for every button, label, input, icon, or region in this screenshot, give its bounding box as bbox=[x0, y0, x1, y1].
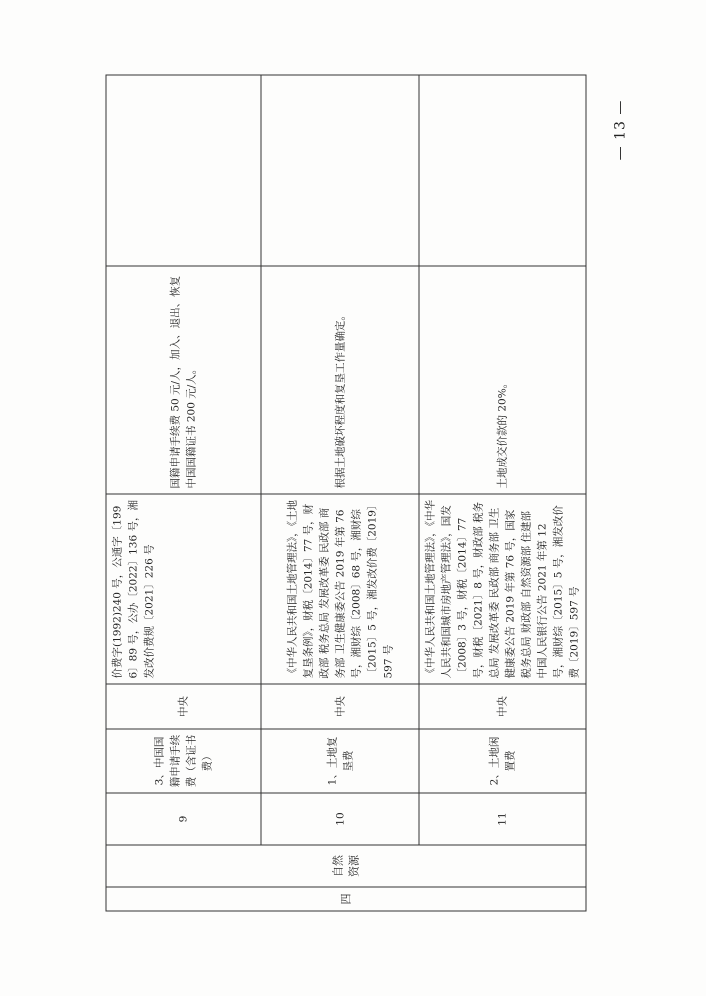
fee-table bbox=[105, 74, 586, 911]
category-name-cell: 自然资源 bbox=[106, 845, 586, 887]
basis-cell: 《中华人民共和国土地管理法》，《中华人民共和国城市房地产管理法》，国发〔2008〕3 号，财税〔2014〕77 号，财税〔2021〕8 号，财政部 税务总局 发展改革委 民政部 商务部 卫生健康委公告 2019 年第 76 号，国家税务总局 财政部 自然资源部 住建部 中国人民银行公告 2021 年第 12 号，湘财综〔2015〕5 号，湘发改价费〔2019〕597 号 bbox=[419, 494, 586, 684]
remark-cell bbox=[261, 75, 419, 266]
seq-cell: 10 bbox=[261, 793, 419, 845]
seq-cell: 9 bbox=[106, 793, 261, 845]
seq-cell: 11 bbox=[419, 793, 586, 845]
fee-table-wrapper bbox=[105, 75, 578, 911]
basis-cell: 《中华人民共和国土地管理法》，《土地复垦条例》，财税〔2014〕77 号，财政部 税务总局 发展改革委 民政部 商务部 卫生健康委公告 2019 年第 76 号，湘财综〔2008〕68 号，湘财综〔2015〕5 号，湘发改价费〔2019〕597 号 bbox=[261, 494, 419, 684]
table-row bbox=[106, 75, 261, 911]
item-name-cell: 1、土地复垦费 bbox=[261, 729, 419, 793]
standard-cell: 土地成交价款的 20%。 bbox=[419, 266, 586, 494]
table-row bbox=[261, 75, 419, 911]
level-cell: 中央 bbox=[106, 684, 261, 729]
category-index-cell: 四 bbox=[106, 887, 586, 911]
standard-cell: 根据土地破坏程度和复垦工作量确定。 bbox=[261, 266, 419, 494]
item-name-cell: 3、中国国籍申请手续费（含证书费） bbox=[106, 729, 261, 793]
basis-cell: 价费字(1992)240 号，公通字〔1996〕89 号，公办〔2022〕136 号，湘发改价费规〔2021〕226 号 bbox=[106, 494, 261, 684]
standard-cell: 国籍申请手续费 50 元/人，加入、退出、恢复中国国籍证书 200 元/人。 bbox=[106, 266, 261, 494]
item-name-cell: 2、土地闲置费 bbox=[419, 729, 586, 793]
level-cell: 中央 bbox=[419, 684, 586, 729]
table-row bbox=[419, 75, 586, 911]
level-cell: 中央 bbox=[261, 684, 419, 729]
remark-cell bbox=[419, 75, 586, 266]
page-number: — 13 — bbox=[612, 99, 628, 161]
remark-cell bbox=[106, 75, 261, 266]
